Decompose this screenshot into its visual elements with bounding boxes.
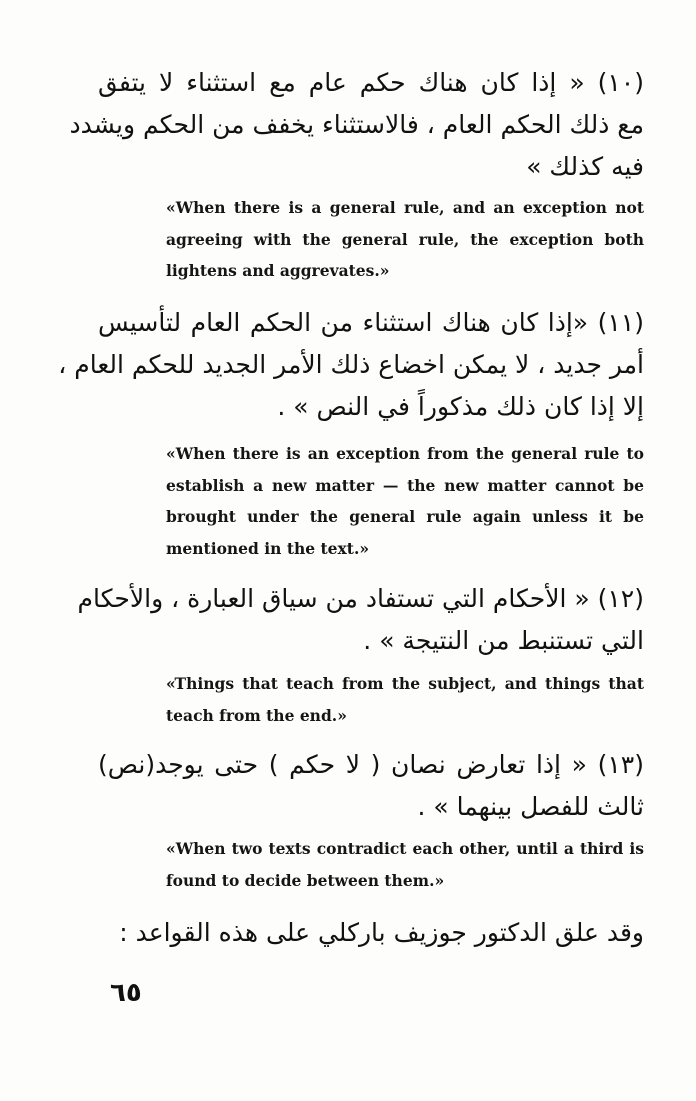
arabic-line: (١٠) « إذا كان هناك حكم عام مع استثناء لا يتفق [98,68,644,97]
closing-arabic [98,912,644,954]
arabic-line: أمر جديد ، لا يمكن اخضاع ذلك الأمر الجديد للحكم العام ، [58,350,644,379]
rule-12-arabic [77,578,644,662]
rule-12-english: «Things that teach from the subject, and things that teach from the end.» [166,674,644,725]
arabic-line: ثالث للفصل بينهما » . [417,792,644,821]
arabic-line: (١١) «إذا كان هناك استثناء من الحكم العام لتأسيس [98,308,644,337]
arabic-line: فيه كذلك » [526,152,644,181]
arabic-line: (١٢) « الأحكام التي تستفاد من سياق العبارة ، والأحكام [77,584,644,613]
rule-13-english: «When two texts contradict each other, until a third is found to decide between them.» [166,839,644,890]
arabic-line: (١٣) « إذا تعارض نصان ( لا حكم ) حتى يوجد(نص) [98,750,644,779]
arabic-line: إلا إذا كان ذلك مذكوراً في النص » . [277,392,644,421]
rule-10-english: «When there is a general rule, and an exception not agreeing with the general rule, the exception both lightens and aggrevates.» [166,198,644,280]
rule-10-arabic [69,62,644,188]
rule-13-arabic [98,744,644,828]
page-number: ٦٥ [110,978,142,1008]
arabic-line: التي تستنبط من النتيجة » . [363,626,644,655]
rule-11-arabic [58,302,644,428]
arabic-line: وقد علق الدكتور جوزيف باركلي على هذه القواعد : [119,918,644,947]
rule-11-english: «When there is an exception from the general rule to establish a new matter — the new matter cannot be brought under the general rule again unless it be mentioned in the text.» [166,444,644,558]
arabic-line: مع ذلك الحكم العام ، فالاستثناء يخفف من الحكم ويشدد [69,110,644,139]
